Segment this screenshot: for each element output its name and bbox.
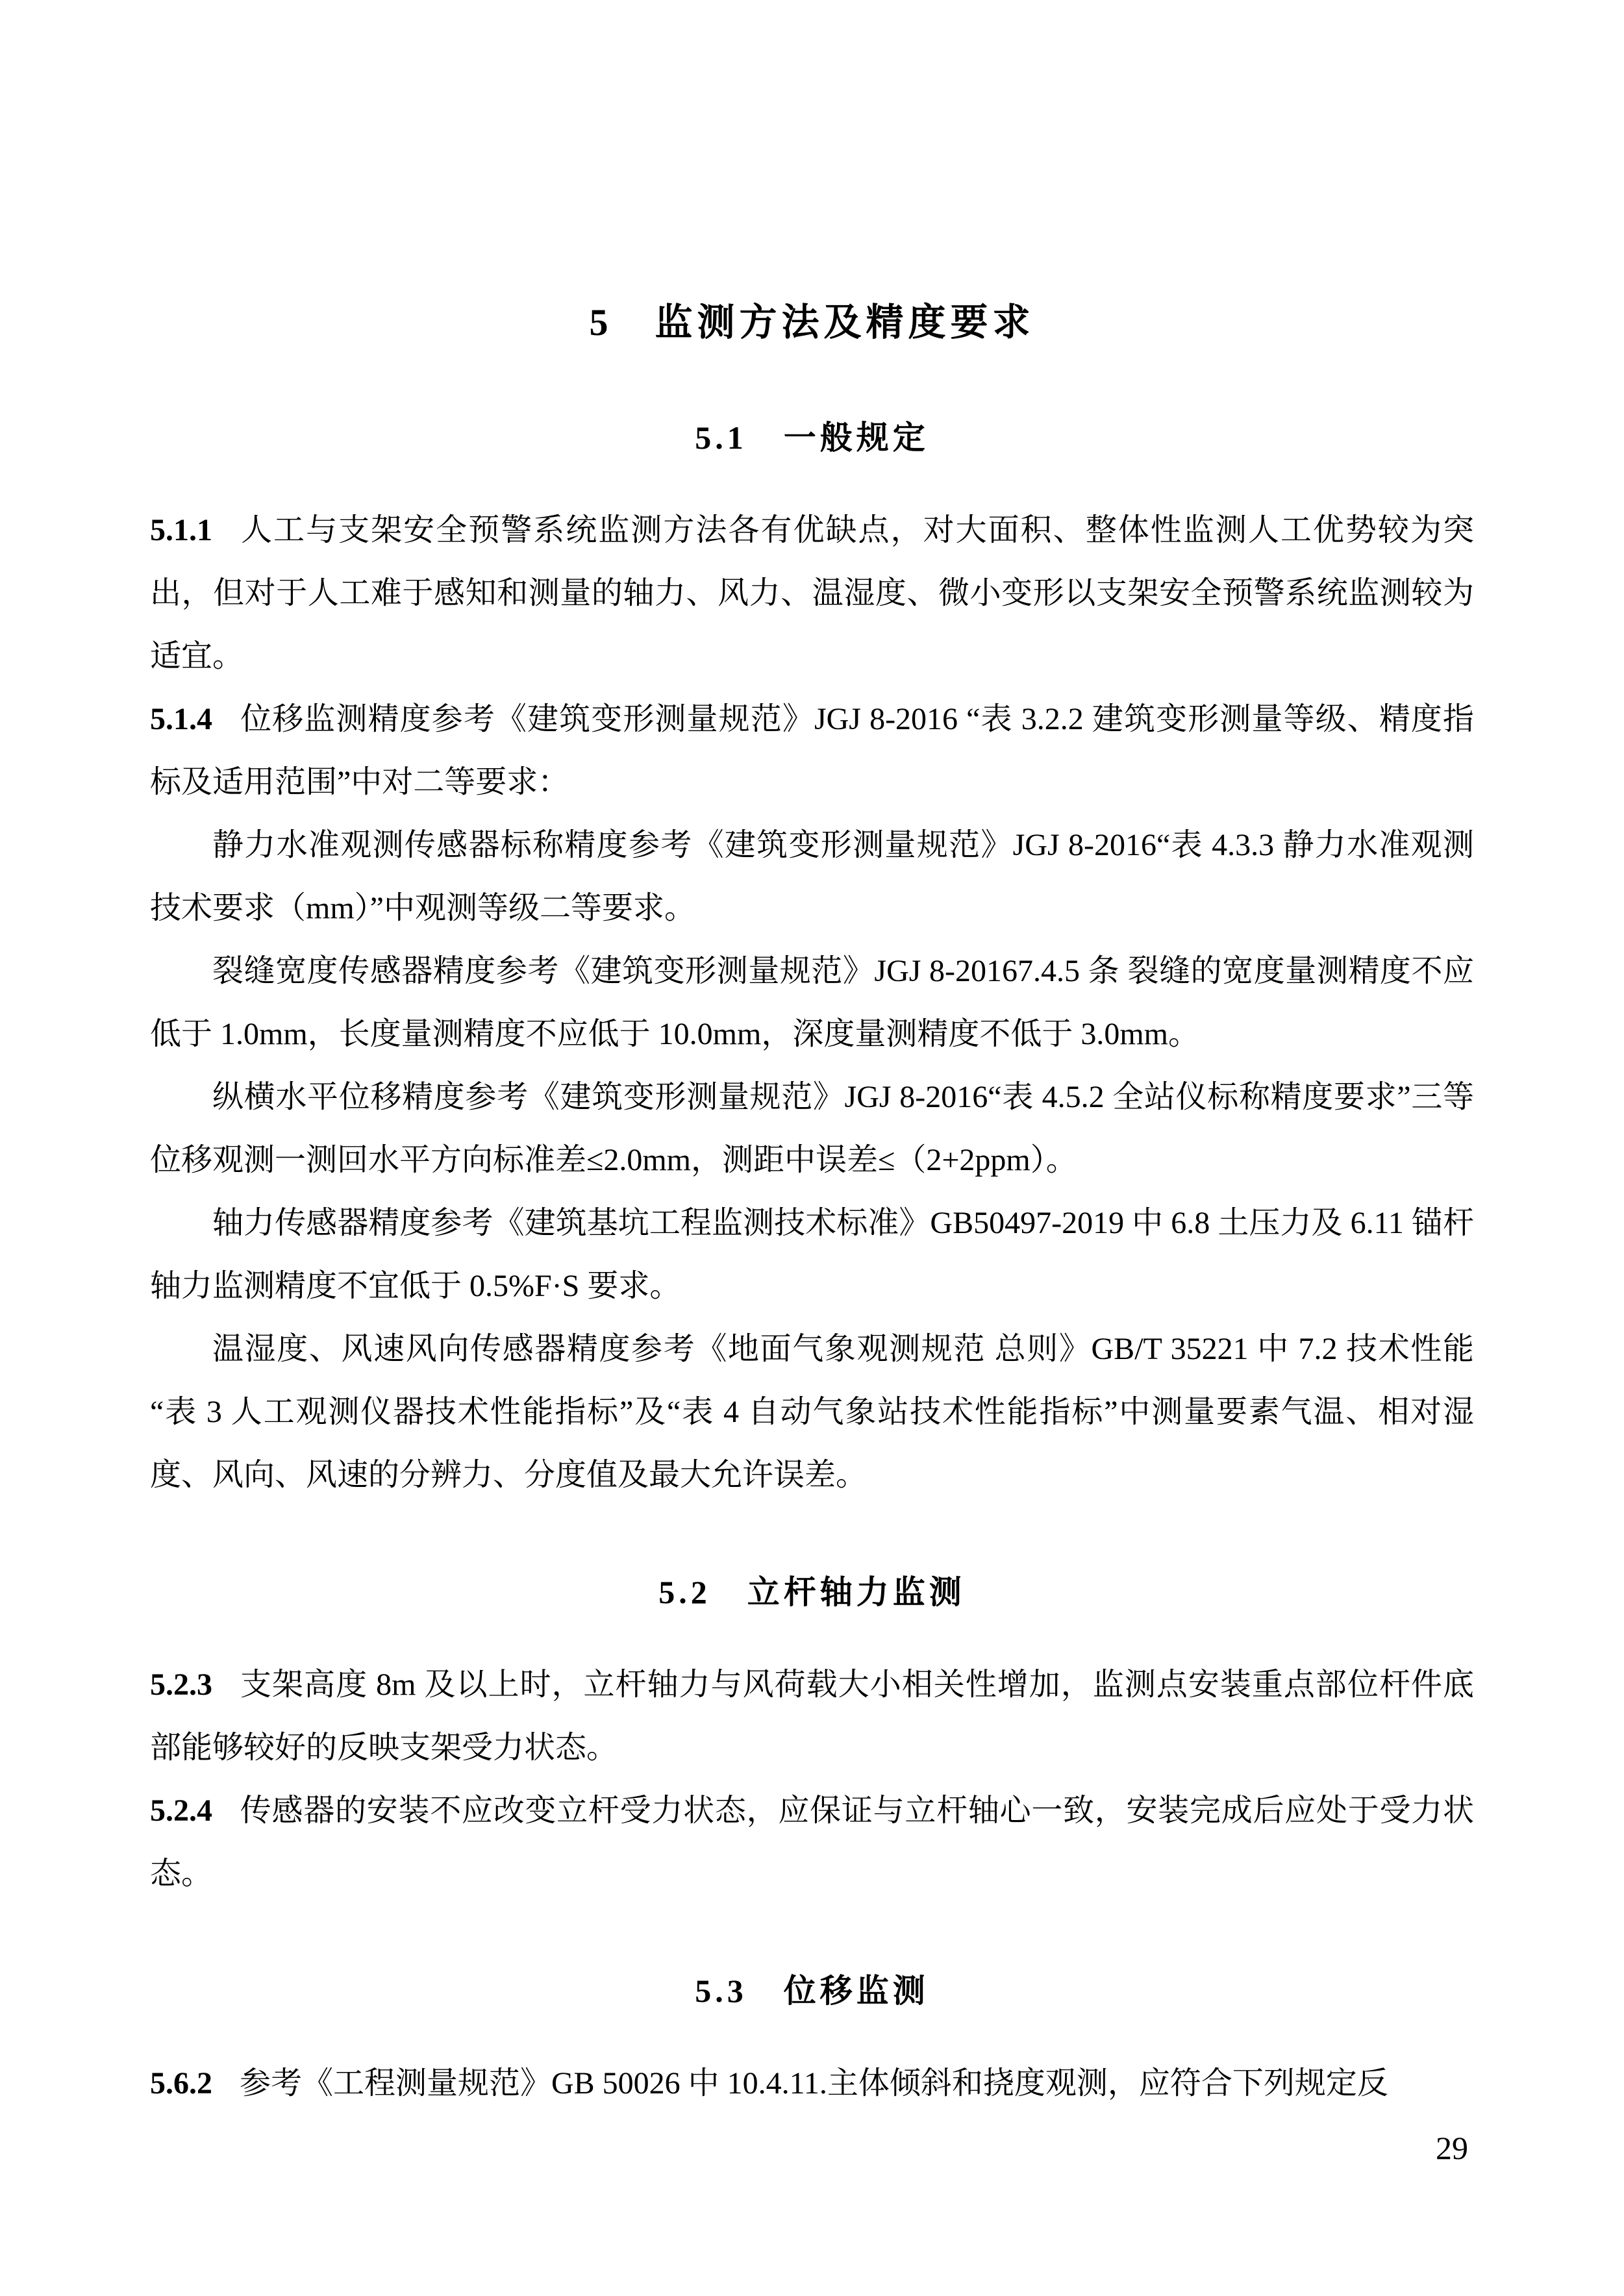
clause-5-1-1 <box>150 499 1474 688</box>
paragraph-temp-humidity-wind-text: 温湿度、风速风向传感器精度参考《地面气象观测规范 总则》GB/T 35221 中 7.2 技术性能“表 3 人工观测仪器技术性能指标”及“表 4 自动气象站技术性能指标”中测量要素气温、相对湿度、风向、风速的分辨力、分度值及最大允许误差。 <box>150 1332 1474 1492</box>
clause-5-2-4 <box>150 1779 1474 1905</box>
paragraph-temp-humidity-wind <box>150 1317 1474 1506</box>
clause-5-2-3 <box>150 1653 1474 1779</box>
clause-text-5-1-4: 位移监测精度参考《建筑变形测量规范》JGJ 8-2016 “表 3.2.2 建筑变形测量等级、精度指标及适用范围”中对二等要求： <box>150 702 1474 799</box>
page-number: 29 <box>1436 2130 1468 2166</box>
section-heading-5-3: 5.3 位移监测 <box>695 1973 929 2009</box>
paragraph-static-level <box>150 814 1474 940</box>
clause-number-5-1-4: 5.1.4 <box>150 702 212 736</box>
paragraph-crack-width <box>150 940 1474 1066</box>
clause-number-5-2-3: 5.2.3 <box>150 1667 212 1702</box>
section-heading-5-1: 5.1 一般规定 <box>695 419 929 456</box>
paragraph-horizontal-displacement-text: 纵横水平位移精度参考《建筑变形测量规范》JGJ 8-2016“表 4.5.2 全站仪标称精度要求”三等位移观测一测回水平方向标准差≤2.0mm，测距中误差≤（2+2ppm）。 <box>150 1080 1474 1177</box>
clause-number-5-2-4: 5.2.4 <box>150 1793 212 1828</box>
paragraph-axial-force-sensor <box>150 1192 1474 1317</box>
clause-number-5-1-1: 5.1.1 <box>150 513 212 547</box>
clause-text-5-2-4: 传感器的安装不应改变立杆受力状态，应保证与立杆轴心一致，安装完成后应处于受力状态。 <box>150 1793 1474 1891</box>
clause-5-1-4 <box>150 688 1474 814</box>
clause-number-5-6-2: 5.6.2 <box>150 2066 212 2101</box>
paragraph-crack-width-text: 裂缝宽度传感器精度参考《建筑变形测量规范》JGJ 8-20167.4.5 条 裂缝的宽度量测精度不应低于 1.0mm，长度量测精度不应低于 10.0mm，深度量测精度不低于 3.0mm。 <box>150 954 1474 1051</box>
clause-text-5-6-2: 参考《工程测量规范》GB 50026 中 10.4.11.主体倾斜和挠度观测，应符合下列规定反 <box>240 2066 1388 2101</box>
clause-text-5-1-1: 人工与支架安全预警系统监测方法各有优缺点，对大面积、整体性监测人工优势较为突出，但对于人工难于感知和测量的轴力、风力、温湿度、微小变形以支架安全预警系统监测较为适宜。 <box>150 513 1474 673</box>
paragraph-axial-force-sensor-text: 轴力传感器精度参考《建筑基坑工程监测技术标准》GB50497-2019 中 6.8 土压力及 6.11 锚杆轴力监测精度不宜低于 0.5%F·S 要求。 <box>150 1206 1474 1303</box>
chapter-title: 5 监测方法及精度要求 <box>589 301 1035 343</box>
section-heading-5-2: 5.2 立杆轴力监测 <box>658 1574 966 1610</box>
clause-text-5-2-3: 支架高度 8m 及以上时，立杆轴力与风荷载大小相关性增加，监测点安装重点部位杆件底部能够较好的反映支架受力状态。 <box>150 1667 1474 1765</box>
paragraph-horizontal-displacement <box>150 1066 1474 1192</box>
clause-5-6-2 <box>150 2052 1474 2115</box>
paragraph-static-level-text: 静力水准观测传感器标称精度参考《建筑变形测量规范》JGJ 8-2016“表 4.3.3 静力水准观测技术要求（mm）”中观测等级二等要求。 <box>150 828 1474 925</box>
